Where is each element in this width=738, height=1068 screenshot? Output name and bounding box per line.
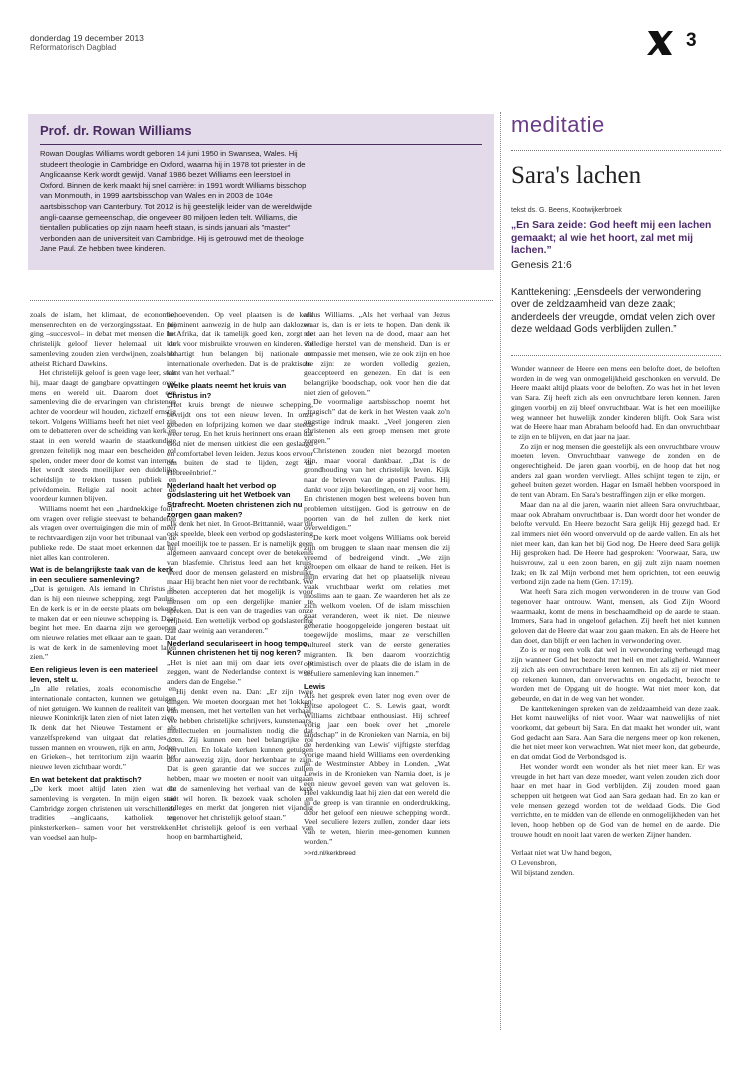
article-paragraph: Christenen zouden niet bezorgd moeten zijn, maar vooral dankbaar. „Dat is de grondhouding van het christelijk leven. Kijk naar de brieven van de apostel Paulus. Hij dankt voor zijn bekeerlingen, en zij voor hem. En christenen mogen best weleens boven hun problemen uitstijgen. God is getrouw en de poorten van de hel zullen de kerk niet overweldigen.” bbox=[304, 445, 450, 533]
meditation-paragraph: Zo is er nog een volk dat wel in verwondering verheugd mag zijn wanneer God het bezocht met heil en met zaligheid. Wanneer zij zich als een onvruchtbare leren kennen. En als zij er niet meer op rekenen kunnen, dan onverwachts en ongedacht, bezocht te worden met de Opgang uit de hoogte. Wat niet meer kon, dat gebeurde, en dat in de weg van het wonder. bbox=[511, 645, 720, 703]
byline: tekst ds. G. Beens, Kootwijkerbroek bbox=[511, 207, 622, 214]
article-paragraph: „De kerk moet altijd laten zien wat de samenleving is vergeten. In mijn eigen stad Cambridge zorgen christenen uit verschillende tradities –anglicaans, katholiek en pinksterkerken– samen voor het verstrekken van voedsel aan hulp- bbox=[30, 784, 176, 842]
meditation-title: Sara's lachen bbox=[511, 162, 642, 189]
article-question: Wat is de belangrijkste taak van de kerk in een seculiere samenleving? bbox=[30, 565, 174, 584]
article-question: En wat betekent dat praktisch? bbox=[30, 774, 142, 784]
meditation-body bbox=[511, 364, 720, 878]
article-paragraph: De kerk moet volgens Williams ook bereid zijn om bruggen te slaan naar mensen die zij vreemd of bedreigend vindt. „We zijn geroepen om elkaar de hand te reiken. Het is mijn ervaring dat het op plaatselijk niveau vaak vruchtbaar werkt om relaties met moslims aan te gaan. Ze waarderen het als ze zich welkom voelen. Of de islam misschien gaat veranderen, weet ik niet. De nieuwe generatie hoogopgeleide jongeren bestaat uit toegewijde moslims, maar ze verschillen cultureel sterk van de eerste generaties migranten. Ik ben daarom voorzichtig optimistisch over de plaats die de islam in de seculiere samenleving kan innemen.” bbox=[304, 533, 450, 679]
article-paragraph: „In alle relaties, zoals economische en internationale contacten, kunnen we getuigen of niet getuigen. We kunnen de realiteit van het nieuwe Koninkrijk laten zien of niet laten zien. Ik denk dat het Nieuwe Testament er als vanzelfsprekend van uitgaat dat relaties –tussen mannen en vrouwen, rijk en arm, Joden en Grieken–, het territorium zijn waarin het nieuwe leven zichtbaar wordt.” bbox=[30, 684, 176, 771]
article-paragraph: Als het gesprek even later nog even over de Britse apologeet C. S. Lewis gaat, wordt Williams zichtbaar enthousiast. Hij schreef vorig jaar een boek over het „morele landschap” in de Kronieken van Narnia, en bij de herdenking van Lewis' vijftigste sterfdag vorige maand hield Williams een overdenking in de Westminster Abbey in Londen. „Wat Lewis in de Kronieken van Narnia doet, is je een nieuw gevoel geven van wat geloven is. Heel vakkundig laat hij zien dat een wereld die in de greep is van tirannie en onderdrukking, door het geloof een nieuwe schepping wordt. Veel seculiere lezers zullen, zonder daar iets van te weten, hierin mee-genomen kunnen worden.” bbox=[304, 691, 450, 846]
article-question: Een religieus leven is een materieel leven, stelt u. bbox=[30, 665, 158, 684]
article-paragraph: De voormalige aartsbisschop noemt het „tragisch” dat de kerk in het Westen vaak zo'n angstige indruk maakt. „Veel jongeren zien christenen als een groep mensen met grote zorgen.” bbox=[304, 397, 450, 446]
article-paragraph: „Ik denk het niet. In Groot-Brittannië, waar dit ook speelde, bleek een verbod op godslastering heel moeilijk toe te passen. Er is namelijk geen algemeen aanvaard concept over de betekenis van blasfemie. Christus leed aan het kruis, werd door de mensen gelasterd en misbruikt, maar Hij bracht hen niet voor de rechtbank. We moeten accepteren dat het mogelijk is voor mensen om op een dergelijke manier te spreken. Dat is een van de tragedies van onze vrijheid. Een wettelijk verbod op godslastering zal daar weinig aan veranderen.” bbox=[167, 519, 313, 635]
meditation-paragraph: Wonder wanneer de Heere een mens een belofte doet, de beloften worden in de weg van onmogelijkheid geschonken en vervuld. De Heere maakt altijd plaats voor de beloften. Zo was het in het leven van Sara. Zij heeft zich als een onvruchtbare leren kennen. Jaren gingen voorbij en zij bleef onvruchtbaar. Wat is het een moeilijke weg wanneer het huwelijk zonder kinderen blijft. Ook Sara wist wat de Heere haar man Abraham beloofd had. En dan onvruchtbaar te zijn en te blijven, en dat jaar na jaar. bbox=[511, 364, 720, 441]
meditation-divider bbox=[511, 355, 721, 356]
page-number: 3 bbox=[686, 30, 697, 51]
article-question: Welke plaats neemt het kruis van Christus in? bbox=[167, 380, 287, 400]
meditation-paragraph: Wil bijstand zenden. bbox=[511, 867, 575, 877]
meditation-paragraph: Maar dan na al die jaren, waarin niet alleen Sara onvruchtbaar, maar ook Abraham onvruchtbaar is. Dan wordt door het wonder de belofte vervuld. En Heere bezocht Sara gelijk Hij gezegd had. Er zal immers niet één woord onvervuld op de aarde vallen. En als het niet meer kan, dan kan het bij God nog. De Heere deed Sara gelijk Hij gesproken had. De Heere had gesproken: 'Voorwaar, Sara, uw huisvrouw, zal u een zoon baren, en gij zult zijn naam noemen Izak; en Ik zal Mijn verbond met hem oprichten, tot een eeuwig verbond zijn zade na hem (Gen. 17:19). bbox=[511, 499, 720, 587]
biography-title: Prof. dr. Rowan Williams bbox=[40, 123, 192, 138]
meditation-paragraph: De kanttekeningen spreken van de zeldzaamheid van deze zaak. Het komt nauwelijks of niet voor. Waar wat nauwelijks of niet voorkomt, dat gebeurt bij Sara. En dat maakt het wonder uit, want God gedacht aan Sara. Aan Sara die nergens meer op kon rekenen, die het niet meer kon verwachten. Wat niet meer kon, dat gebeurde, en dat omdat God de Verbondsgod is. bbox=[511, 703, 720, 762]
kanttekening: Kanttekening: „Eensdeels der verwondering over de zeldzaamheid van deze zaak; anderdeels der vreugde, omdat velen zich over deze weldaad Gods verblijden zullen.” bbox=[511, 287, 716, 335]
issue-date: donderdag 19 december 2013 bbox=[30, 33, 144, 43]
section-rubric: meditatie bbox=[511, 112, 605, 137]
article-paragraph: Het christelijk geloof is een verhaal van hoop en barmhartigheid, bbox=[167, 822, 313, 842]
article-paragraph: Hij denkt even na. Dan: „Er zijn twee dingen. We moeten doorgaan met het 'lokken' van mensen, met het vertellen van het verhaal. We hebben christelijke schrijvers, kunstenaars, intellectuelen en journalisten nodig die dat doen. Zij kunnen een heel belangrijke rol vervullen. En lokale kerken kunnen getuigen door aanwezig zijn, door herkenbaar te zijn. Dat is geen garantie dat we succes zullen hebben, maar we moeten er nooit van uitgaan dat de samenleving het verhaal van de kerk niet wil horen. Ik bezoek vaak scholen en colleges en merkt dat jongeren niet vijandig tegenover het christelijk geloof staan.” bbox=[167, 686, 313, 822]
biography-divider bbox=[40, 144, 482, 145]
article-column-2 bbox=[167, 310, 313, 842]
article-question: Nederland seculariseert in hoog tempo. Kunnen christenen het tij nog keren? bbox=[167, 638, 310, 658]
article-paragraph: Het christelijk geloof is geen vage leer, stelt hij, maar daagt de gangbare opvattingen over mens en wereld uit. Daarom doet een samenleving die de ervaringen van christenen achter de voordeur wil houden, zichzelf ernstig tekort. Volgens Williams heeft het niet veel zin om te debatteren over de scheiding van kerk en staat in een wereld waarin de staatkundige grenzen feitelijk nog maar een bescheiden rol spelen, onder meer door de komst van internet. Het wordt steeds moeilijker een duidelijke scheidslijn te trekken tussen publiek en privédomein. Religie zal nooit achter de voordeur kunnen blijven. bbox=[30, 368, 176, 504]
meditation-paragraph: O Levensbron, bbox=[511, 858, 557, 868]
article-paragraph: behoevenden. Op veel plaatsen is de kerk prominent aanwezig in de hulp aan daklozen. In Afrika, dat ik tamelijk goed ken, zorgt de kerk voor misbruikte vrouwen en kinderen. Ze behartigt hun belangen bij nationale en internationale overheden. Dat is de praktische kant van het verhaal.” bbox=[167, 310, 313, 378]
meditation-paragraph: Zo zijn er nog mensen die geestelijk als een onvruchtbare vrouw moeten leven. Onvruchtbaar vanwege de zonden en de ongerechtigheid. De jaren gaan voorbij, en de hoop dat het nog anders zal gaan worden vervliegt. Alles schijnt tegen te zijn, er geheel buiten gezet worden. Hagar en Ismaël hebben voorspoed in de tent van Abram. En Sara's bestraffingen zijn er elke morgen. bbox=[511, 441, 720, 500]
article-column-1 bbox=[30, 310, 176, 842]
article-paragraph: Williams noemt het een „hardnekkige fout” om vragen over religie steevast te behandelen als vragen over overtuigingen die min of meer te rechtvaardigen zijn voor het tribunaal van de publieke rede. De staat moet erkennen dat hij niet alles kan controleren. bbox=[30, 504, 176, 562]
article-paragraph: „Dat is getuigen. Als iemand in Christus is, dan is hij een nieuwe schepping, zegt Paulus. En de kerk is er in de eerste plaats om bekend te maken dat er een nieuwe schepping is. Daar begint het mee. En daarna zijn we geroepen om nieuwe relaties met elkaar aan te gaan. Dat is wat de kerk in de samenleving moet laten zien.” bbox=[30, 584, 176, 662]
column-divider bbox=[500, 112, 501, 1030]
article-paragraph: „Het is niet aan mij om daar iets over te zeggen, want de Nederlandse context is weer anders dan de Engelse.” bbox=[167, 657, 313, 687]
rd-x-logo-icon bbox=[646, 30, 674, 56]
article-column-3 bbox=[304, 310, 450, 858]
article-paragraph: „Het kruis brengt de nieuwe schepping, bevrijdt ons tot een nieuw leven. In onze gebeden en lofprijzing komen we daar steeds weer terug. En het kruis herinnert ons eraan dat God niet de mensen uitkiest die een geslaagd en comfortabel leven leiden. Jezus koos ervoor om buiten de stad te lijden, zegt de Hebreeënbrief.” bbox=[167, 400, 313, 478]
meditation-paragraph: Wat heeft Sara zich mogen verwonderen in de trouw van God tegenover haar ontrouw. Want, mensen, als God Zijn Woord waarmaakt, komt de mens in beschaamdheid op de aarde te staan. Immers, Sara had in ongeloof gelachen. Zij heeft het niet kunnen geloven dat de Heere dat waar zou gaan maken. En als de Heere het dan doet, dan blijft er een lachen in verwondering over. bbox=[511, 587, 720, 645]
newspaper-name: Reformatorisch Dagblad bbox=[30, 43, 117, 52]
meditation-paragraph: Verlaat niet wat Uw hand begon, bbox=[511, 848, 612, 858]
biography-box bbox=[28, 114, 494, 270]
article-paragraph: aldus Williams. „Als het verhaal van Jezus waar is, dan is er iets te hopen. Dan denk ik niet aan het leven na de dood, maar aan het volledige herstel van de mensheid. Dan is er compassie met mensen, wie ze ook zijn en hoe ze zijn: ze worden volledig gezien, geaccepteerd en genezen. En dat is een belangrijke boodschap, ook voor hen die dat niet zien of geloven.” bbox=[304, 310, 450, 397]
article-paragraph: zoals de islam, het klimaat, de economie, mensenrechten en de verzorgingsstaat. En hij ging –succesvol– in debat met mensen die het christelijk geloof liever helemaal uit de samenleving zouden zien verdwijnen, zoals de atheist Richard Dawkins. bbox=[30, 310, 176, 368]
rubric-divider bbox=[511, 150, 721, 151]
source-link[interactable]: >>rd.nl/kerkbreed bbox=[304, 849, 356, 857]
scripture-reference: Genesis 21:6 bbox=[511, 260, 572, 271]
biography-text: Rowan Douglas Williams wordt geboren 14 juni 1950 in Swansea, Wales. Hij studeert theologie in Cambridge en Oxford, waarna hij in 1978 tot priester in de Anglicaanse Kerk wordt gewijd. Vanaf 1986 bezet Williams een leerstoel in Oxford. Binnen de kerk maakt hij snel carrière: in 1991 wordt Williams bisschop van Monmouth, in 1999 aartsbisschop van Wales en in 2003 de 104e aartsbisschop van Canterbury. Tot 2012 is hij geestelijk leider van de wereldwijde angli-caanse gemeenschap, die ongeveer 80 miljoen leden telt. Williams, die tientallen publicaties op zijn naam heeft staan, is sinds januari als "master" verbonden aan de universiteit van Cambridge. Hij is getrouwd met de theologe Jane Paul. Ze hebben twee kinderen. bbox=[40, 149, 312, 254]
article-top-divider bbox=[30, 300, 493, 301]
scripture-quote: „En Sara zeide: God heeft mij een lachen gemaakt; al wie het hoort, zal met mij lachen.” bbox=[511, 220, 712, 257]
article-question: Nederland haalt het verbod op godslastering uit het Wetboek van Strafrecht. Moeten christenen zich nu zorgen gaan maken? bbox=[167, 480, 303, 519]
article-question: Lewis bbox=[304, 681, 326, 691]
meditation-paragraph: Het wonder wordt een wonder als het niet meer kan. Er was vreugde in het hart van deze moeder, want velen zouden zich door haar en met haar in God verblijden. Zij zouden moed gaan scheppen uit hetgeen wat God aan Sara gedaan had. En zo kan er vele mensen gezegd worden tot de weldaad Gods. Die God verrichtte, en te midden van de ellende en onmogelijkheden van het leven, hoop hebben op de God van de hemel en de aarde. Die trouwe houdt en nooit laat varen de werken Zijner handen. bbox=[511, 761, 720, 839]
spacer bbox=[511, 839, 720, 848]
